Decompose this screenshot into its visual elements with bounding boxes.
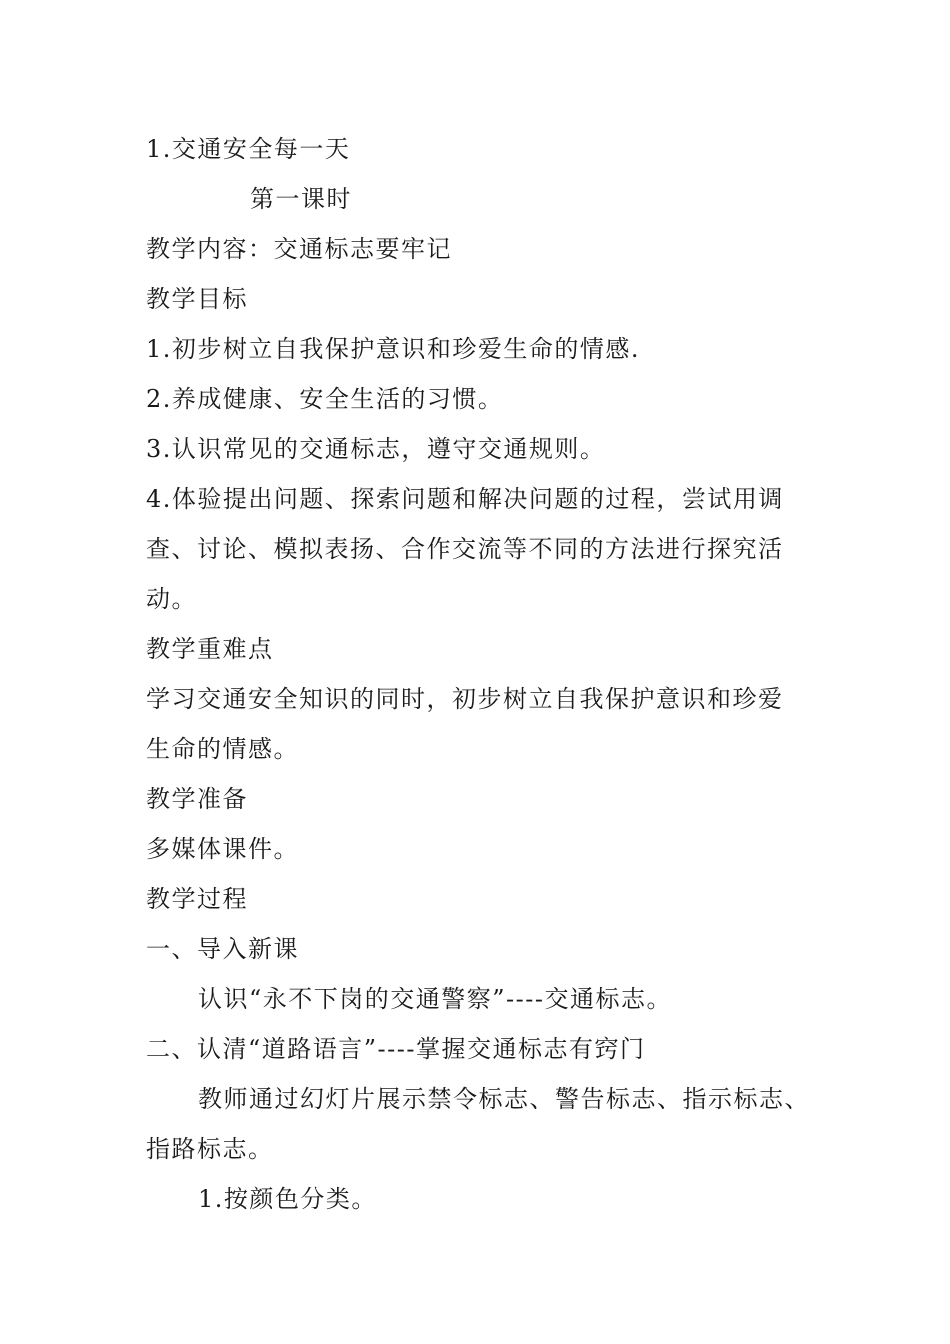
- goal-item-4-line-3: 动。: [146, 585, 197, 613]
- section-heading-goals: 教学目标: [146, 285, 248, 313]
- lesson-title: 1.交通安全每一天: [146, 135, 351, 163]
- process-step-2-text-line-1: 教师通过幻灯片展示禁令标志、警告标志、指示标志、: [198, 1085, 810, 1113]
- section-heading-preparation: 教学准备: [146, 785, 248, 813]
- preparation-text: 多媒体课件。: [146, 835, 299, 863]
- process-substep-1: 1.按颜色分类。: [198, 1185, 377, 1213]
- key-points-line-1: 学习交通安全知识的同时，初步树立自我保护意识和珍爱: [146, 685, 784, 713]
- goal-item-3: 3.认识常见的交通标志，遵守交通规则。: [146, 435, 606, 463]
- process-step-2-heading: 二、认清“道路语言”----掌握交通标志有窍门: [146, 1035, 646, 1063]
- goal-item-4-line-2: 查、讨论、模拟表扬、合作交流等不同的方法进行探究活: [146, 535, 784, 563]
- goal-item-2: 2.养成健康、安全生活的习惯。: [146, 385, 504, 413]
- goal-item-4-line-1: 4.体验提出问题、探索问题和解决问题的过程，尝试用调: [146, 485, 784, 513]
- process-step-2-text-line-2: 指路标志。: [146, 1135, 274, 1163]
- goal-item-1: 1.初步树立自我保护意识和珍爱生命的情感.: [146, 335, 641, 363]
- process-step-1-heading: 一、导入新课: [146, 935, 299, 963]
- teaching-content: 教学内容：交通标志要牢记: [146, 235, 452, 263]
- lesson-period: 第一课时: [250, 185, 352, 213]
- process-step-1-text: 认识“永不下岗的交通警察”----交通标志。: [198, 985, 672, 1013]
- key-points-line-2: 生命的情感。: [146, 735, 299, 763]
- section-heading-process: 教学过程: [146, 885, 248, 913]
- section-heading-key-points: 教学重难点: [146, 635, 274, 663]
